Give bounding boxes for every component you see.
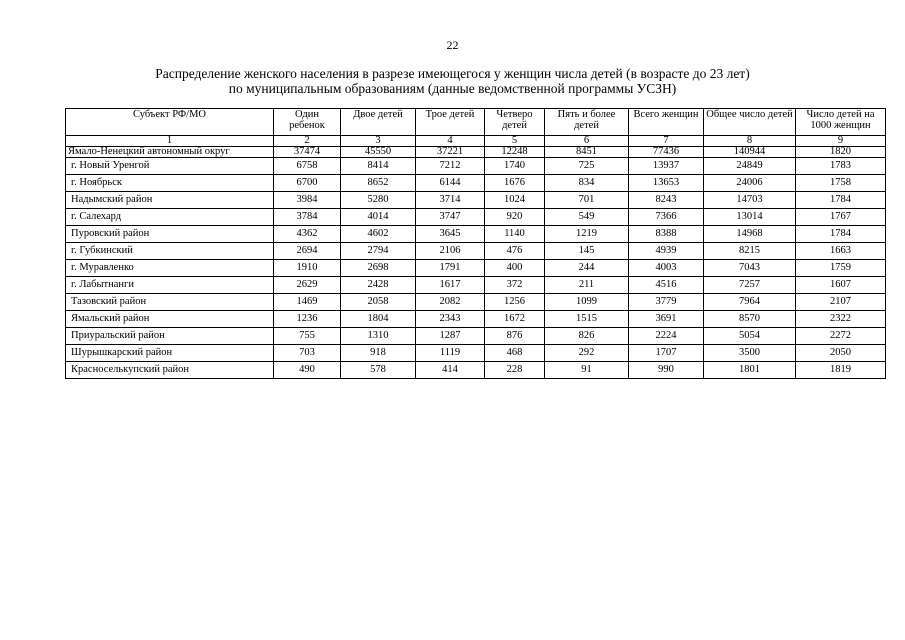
- column-number: 7: [629, 136, 704, 147]
- table-cell: 24849: [704, 158, 796, 175]
- table-cell: 24006: [704, 175, 796, 192]
- table-cell: 2694: [274, 243, 341, 260]
- table-title: [0, 66, 905, 96]
- table-cell: 37474: [274, 147, 341, 158]
- column-header: Трое детей: [416, 109, 485, 136]
- table-cell: 2050: [796, 345, 886, 362]
- table-row: [66, 147, 886, 158]
- table-cell: 1820: [796, 147, 886, 158]
- table-cell: 2629: [274, 277, 341, 294]
- column-header: Четверо детей: [485, 109, 545, 136]
- table-cell: 7964: [704, 294, 796, 311]
- table-cell: 3500: [704, 345, 796, 362]
- table-cell: 2428: [341, 277, 416, 294]
- table-cell: 211: [545, 277, 629, 294]
- data-table: [65, 108, 886, 379]
- table-row: [66, 294, 886, 311]
- table-cell: 1759: [796, 260, 886, 277]
- table-row: [66, 192, 886, 209]
- table-cell: 4003: [629, 260, 704, 277]
- table-cell: 2272: [796, 328, 886, 345]
- table-cell: 1287: [416, 328, 485, 345]
- table-row: [66, 175, 886, 192]
- table-cell: 1607: [796, 277, 886, 294]
- table-cell: 13937: [629, 158, 704, 175]
- table-cell: 2698: [341, 260, 416, 277]
- table-cell: 3645: [416, 226, 485, 243]
- table-cell: 14703: [704, 192, 796, 209]
- table-cell: 1515: [545, 311, 629, 328]
- table-cell: 400: [485, 260, 545, 277]
- column-number: 6: [545, 136, 629, 147]
- row-label-cell: г. Лабытнанги: [66, 277, 274, 294]
- table-cell: 8414: [341, 158, 416, 175]
- table-cell: 918: [341, 345, 416, 362]
- table-cell: 1819: [796, 362, 886, 379]
- table-cell: 1672: [485, 311, 545, 328]
- table-row: [66, 158, 886, 175]
- table-cell: 7257: [704, 277, 796, 294]
- table-cell: 8215: [704, 243, 796, 260]
- table-cell: 1784: [796, 226, 886, 243]
- table-cell: 37221: [416, 147, 485, 158]
- table-cell: 920: [485, 209, 545, 226]
- table-cell: 3779: [629, 294, 704, 311]
- column-header: Субъект РФ/МО: [66, 109, 274, 136]
- table-cell: 2107: [796, 294, 886, 311]
- table-cell: 2794: [341, 243, 416, 260]
- table-cell: 1784: [796, 192, 886, 209]
- table-cell: 1791: [416, 260, 485, 277]
- table-cell: 1801: [704, 362, 796, 379]
- table-cell: 4602: [341, 226, 416, 243]
- table-cell: 14968: [704, 226, 796, 243]
- table-cell: 476: [485, 243, 545, 260]
- table-cell: 4939: [629, 243, 704, 260]
- table-cell: 490: [274, 362, 341, 379]
- table-cell: 549: [545, 209, 629, 226]
- table-cell: 3784: [274, 209, 341, 226]
- table-cell: 228: [485, 362, 545, 379]
- table-cell: 145: [545, 243, 629, 260]
- column-header: Один ребенок: [274, 109, 341, 136]
- row-label-cell: Ямало-Ненецкий автономный округ: [66, 147, 274, 158]
- column-number-row: [66, 136, 886, 147]
- row-label-cell: Надымский район: [66, 192, 274, 209]
- column-number: 5: [485, 136, 545, 147]
- table-cell: 3691: [629, 311, 704, 328]
- row-label-cell: Шурышкарский район: [66, 345, 274, 362]
- table-cell: 4516: [629, 277, 704, 294]
- table-cell: 3747: [416, 209, 485, 226]
- table-cell: 8570: [704, 311, 796, 328]
- row-label-cell: г. Губкинский: [66, 243, 274, 260]
- table-row: [66, 226, 886, 243]
- table-row: [66, 209, 886, 226]
- row-label-cell: г. Ноябрьск: [66, 175, 274, 192]
- table-title-line-2: по муниципальным образованиям (данные ведомственной программы УСЗН): [228, 81, 677, 96]
- table-cell: 1783: [796, 158, 886, 175]
- table-cell: 1758: [796, 175, 886, 192]
- table-cell: 2082: [416, 294, 485, 311]
- table-cell: 1024: [485, 192, 545, 209]
- table-cell: 578: [341, 362, 416, 379]
- table-cell: 1676: [485, 175, 545, 192]
- table-cell: 13014: [704, 209, 796, 226]
- table-cell: 1804: [341, 311, 416, 328]
- table-cell: 2322: [796, 311, 886, 328]
- row-label-cell: г. Муравленко: [66, 260, 274, 277]
- table-cell: 4362: [274, 226, 341, 243]
- table-cell: 5280: [341, 192, 416, 209]
- table-cell: 1236: [274, 311, 341, 328]
- table-cell: 1256: [485, 294, 545, 311]
- table-title-line-1: Распределение женского населения в разрезе имеющегося у женщин числа детей (в возрасте до 23 лет): [155, 66, 750, 81]
- table-cell: 6144: [416, 175, 485, 192]
- table-cell: 1099: [545, 294, 629, 311]
- table-cell: 7212: [416, 158, 485, 175]
- table-cell: 140944: [704, 147, 796, 158]
- table-cell: 6758: [274, 158, 341, 175]
- table-row: [66, 260, 886, 277]
- row-label-cell: г. Новый Уренгой: [66, 158, 274, 175]
- table-cell: 6700: [274, 175, 341, 192]
- table-cell: 1707: [629, 345, 704, 362]
- column-number: 8: [704, 136, 796, 147]
- table-cell: 990: [629, 362, 704, 379]
- column-number: 3: [341, 136, 416, 147]
- table-cell: 1469: [274, 294, 341, 311]
- table-cell: 12248: [485, 147, 545, 158]
- row-label-cell: г. Салехард: [66, 209, 274, 226]
- column-number: 9: [796, 136, 886, 147]
- table-cell: 4014: [341, 209, 416, 226]
- table-cell: 1910: [274, 260, 341, 277]
- table-cell: 2106: [416, 243, 485, 260]
- table-cell: 1663: [796, 243, 886, 260]
- column-header: Двое детей: [341, 109, 416, 136]
- table-cell: 5054: [704, 328, 796, 345]
- table-cell: 701: [545, 192, 629, 209]
- table-cell: 725: [545, 158, 629, 175]
- column-header: Общее число детей: [704, 109, 796, 136]
- header-row: [66, 109, 886, 136]
- table-cell: 91: [545, 362, 629, 379]
- table-row: [66, 311, 886, 328]
- table-cell: 7366: [629, 209, 704, 226]
- column-header: Пять и более детей: [545, 109, 629, 136]
- page-number: 22: [446, 38, 459, 52]
- column-number: 1: [66, 136, 274, 147]
- table-cell: 244: [545, 260, 629, 277]
- table-cell: 3984: [274, 192, 341, 209]
- row-label-cell: Ямальский район: [66, 311, 274, 328]
- table-cell: 45550: [341, 147, 416, 158]
- table-cell: 2058: [341, 294, 416, 311]
- table-cell: 8388: [629, 226, 704, 243]
- table-cell: 1310: [341, 328, 416, 345]
- table-cell: 1740: [485, 158, 545, 175]
- table-cell: 3714: [416, 192, 485, 209]
- table-row: [66, 277, 886, 294]
- table-row: [66, 243, 886, 260]
- table-row: [66, 345, 886, 362]
- table-cell: 8243: [629, 192, 704, 209]
- table-cell: 1119: [416, 345, 485, 362]
- table-cell: 2343: [416, 311, 485, 328]
- column-number: 2: [274, 136, 341, 147]
- table-cell: 13653: [629, 175, 704, 192]
- column-header: Всего женщин: [629, 109, 704, 136]
- table-cell: 8451: [545, 147, 629, 158]
- table-cell: 372: [485, 277, 545, 294]
- column-header: Число детей на 1000 женщин: [796, 109, 886, 136]
- table-cell: 755: [274, 328, 341, 345]
- table-row: [66, 362, 886, 379]
- row-label-cell: Тазовский район: [66, 294, 274, 311]
- row-label-cell: Красноселькупский район: [66, 362, 274, 379]
- column-number: 4: [416, 136, 485, 147]
- table-cell: 1140: [485, 226, 545, 243]
- table-cell: 292: [545, 345, 629, 362]
- table-cell: 7043: [704, 260, 796, 277]
- table-cell: 876: [485, 328, 545, 345]
- table-cell: 1617: [416, 277, 485, 294]
- table-cell: 8652: [341, 175, 416, 192]
- table-cell: 77436: [629, 147, 704, 158]
- table-cell: 1219: [545, 226, 629, 243]
- table-cell: 703: [274, 345, 341, 362]
- table-cell: 468: [485, 345, 545, 362]
- table-cell: 826: [545, 328, 629, 345]
- table-cell: 414: [416, 362, 485, 379]
- table-cell: 1767: [796, 209, 886, 226]
- row-label-cell: Пуровский район: [66, 226, 274, 243]
- table-row: [66, 328, 886, 345]
- table-cell: 834: [545, 175, 629, 192]
- row-label-cell: Приуральский район: [66, 328, 274, 345]
- table-cell: 2224: [629, 328, 704, 345]
